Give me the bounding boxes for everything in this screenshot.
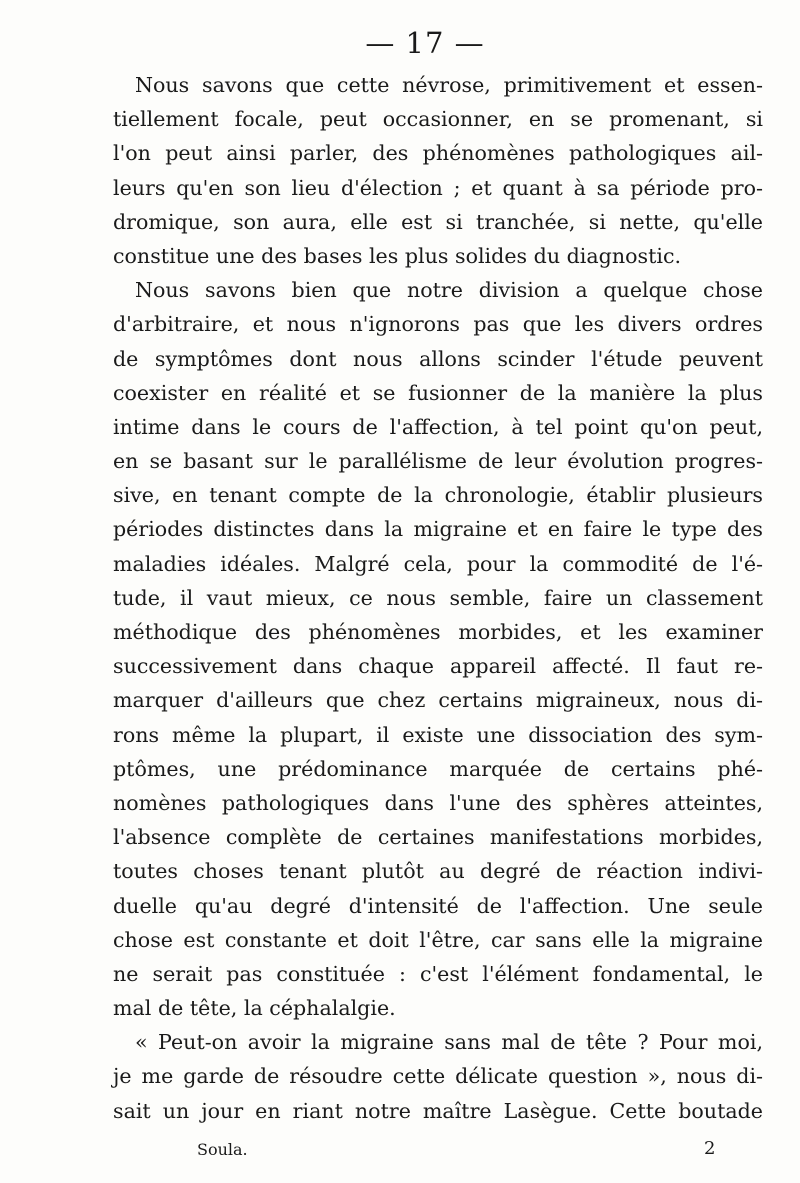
text-line: successivement dans chaque appareil affecté. Il faut re- [113, 654, 763, 679]
text-line: l'absence complète de certaines manifestations morbides, [113, 825, 763, 850]
text-line: mal de tête, la céphalalgie. [113, 996, 396, 1021]
text-line: d'arbitraire, et nous n'ignorons pas que les divers ordres [113, 312, 763, 337]
text-line: ne serait pas constituée : c'est l'élément fondamental, le [113, 961, 763, 986]
footer-signature: Soula. [197, 1140, 248, 1159]
text-line: tiellement focale, peut occasionner, en se promenant, si [113, 107, 763, 132]
text-line: dromique, son aura, elle est si tranchée, si nette, qu'elle [113, 209, 763, 234]
text-line: duelle qu'au degré d'intensité de l'affection. Une seule [113, 893, 763, 918]
text-line: en se basant sur le parallélisme de leur évolution progres- [113, 449, 763, 474]
text-line: je me garde de résoudre cette délicate question », nous di- [113, 1064, 763, 1089]
text-line: Nous savons bien que notre division a quelque chose [135, 278, 763, 303]
text-line: constitue une des bases les plus solides du diagnostic. [113, 243, 682, 268]
text-line: l'on peut ainsi parler, des phénomènes pathologiques ail- [113, 141, 763, 166]
text-line: Nous savons que cette névrose, primitivement et essen- [135, 73, 763, 97]
text-line: périodes distinctes dans la migraine et en faire le type des [113, 517, 763, 542]
text-line: de symptômes dont nous allons scinder l'étude peuvent [113, 346, 763, 371]
text-line: rons même la plupart, il existe une dissociation des sym- [113, 722, 763, 747]
text-line: sive, en tenant compte de la chronologie, établir plusieurs [113, 483, 763, 508]
text-line: chose est constante et doit l'être, car sans elle la migraine [113, 927, 763, 952]
text-line: « Peut-on avoir la migraine sans mal de tête ? Pour moi, [135, 1030, 763, 1055]
text-line: coexister en réalité et se fusionner de la manière la plus [113, 380, 763, 405]
text-line: sait un jour en riant notre maître Lasègue. Cette boutade [113, 1098, 763, 1123]
signature-number: 2 [704, 1138, 716, 1159]
text-line: toutes choses tenant plutôt au degré de réaction indivi- [113, 859, 763, 884]
page-number: — 17 — [365, 26, 485, 60]
text-line: intime dans le cours de l'affection, à tel point qu'on peut, [113, 414, 763, 439]
text-line: tude, il vaut mieux, ce nous semble, faire un classement [113, 585, 763, 610]
body-text [113, 68, 763, 1128]
text-line: marquer d'ailleurs que chez certains migraineux, nous di- [113, 688, 763, 713]
text-line: maladies idéales. Malgré cela, pour la commodité de l'é- [113, 551, 763, 576]
text-line: nomènes pathologiques dans l'une des sphères atteintes, [113, 790, 763, 815]
text-line: leurs qu'en son lieu d'élection ; et quant à sa période pro- [113, 175, 763, 200]
text-line: méthodique des phénomènes morbides, et les examiner [113, 620, 763, 644]
text-line: ptômes, une prédominance marquée de certains phé- [113, 756, 763, 781]
